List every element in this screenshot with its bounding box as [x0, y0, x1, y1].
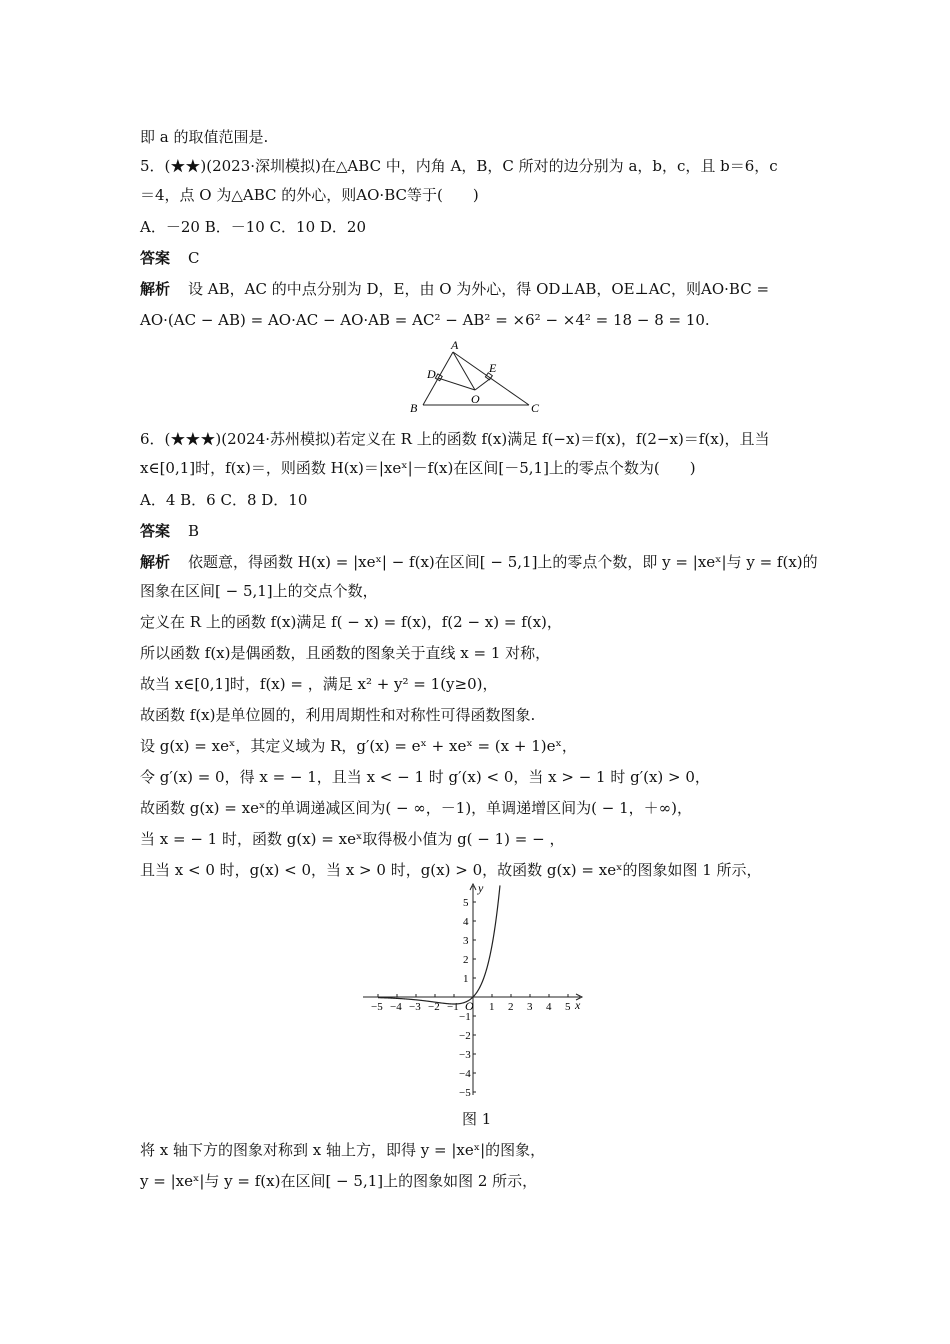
problem-6-line-2: x∈[0,1]时，f(x)＝，则函数 H(x)＝|xeˣ|－f(x)在区间[－5,1]上的零点个数为( ) — [140, 459, 696, 477]
y-tick-label: −1 — [459, 1011, 471, 1023]
y-tick-label: −5 — [459, 1087, 471, 1099]
x-tick-label: −5 — [371, 1001, 383, 1013]
x-tick-label: 2 — [508, 1001, 514, 1013]
origin-label: O — [465, 999, 474, 1013]
problem-6-solution-line-13: y = |xeˣ|与 y = f(x)在区间[ − 5,1]上的图象如图 2 所示， — [140, 1172, 538, 1190]
answer-label: 答案 — [140, 522, 171, 540]
vertex-label-a: A — [451, 338, 459, 352]
x-axis-label: x — [575, 998, 581, 1012]
triangle-figure — [405, 338, 555, 420]
y-tick-label: 4 — [463, 916, 469, 928]
problem-6-solution-line-5: 故当 x∈[0,1]时，f(x) = ，满足 x² + y² = 1(y≥0)， — [140, 675, 498, 693]
point-label-o: O — [471, 392, 480, 406]
problem-6-line-1: 6．(★★★)(2024·苏州模拟)若定义在 R 上的函数 f(x)满足 f(−x)＝f(x)，f(2−x)＝f(x)，且当 — [140, 430, 770, 448]
problem-6-solution-line-2: 图象在区间[ − 5,1]上的交点个数， — [140, 582, 378, 600]
solution-label: 解析 — [140, 280, 171, 298]
x-tick-label: 4 — [546, 1001, 552, 1013]
y-tick-label: 2 — [463, 954, 469, 966]
problem-6-solution-line-3: 定义在 R 上的函数 f(x)满足 f( − x) = f(x)，f(2 − x) = f(x)， — [140, 613, 562, 631]
text-line-0: 即 a 的取值范围是. — [140, 128, 269, 146]
problem-6-solution-line-7: 设 g(x) = xeˣ，其定义域为 R，g′(x) = eˣ + xeˣ = (x + 1)eˣ， — [140, 737, 577, 755]
x-tick-label: 1 — [489, 1001, 495, 1013]
problem-5-solution-line-1: 解析 设 AB，AC 的中点分别为 D，E，由 O 为外心，得 OD⊥AB，OE⊥AC，则AO·BC = — [140, 280, 770, 298]
x-tick-label: −3 — [409, 1001, 421, 1013]
problem-6-solution-line-1: 解析 依题意，得函数 H(x) = |xeˣ| − f(x)在区间[ − 5,1]上的零点个数，即 y = |xeˣ|与 y = f(x)的 — [140, 553, 818, 571]
problem-6-solution-line-11: 且当 x < 0 时，g(x) < 0，当 x > 0 时，g(x) > 0，故函数 g(x) = xeˣ的图象如图 1 所示， — [140, 861, 762, 879]
y-tick-label: 3 — [463, 935, 469, 947]
y-tick-label: −2 — [459, 1030, 471, 1042]
answer-label: 答案 — [140, 249, 171, 267]
x-tick-label: −4 — [390, 1001, 402, 1013]
y-tick-label: −3 — [459, 1049, 471, 1061]
problem-6-solution-line-4: 所以函数 f(x)是偶函数，且函数的图象关于直线 x = 1 对称， — [140, 644, 551, 662]
problem-6-solution-line-9: 故函数 g(x) = xeˣ的单调递减区间为( − ∞，－1)，单调递增区间为( − 1，＋∞)， — [140, 799, 693, 817]
problem-5-answer: 答案 C — [140, 249, 200, 267]
problem-5-options: A．－20 B．－10 C．10 D．20 — [140, 218, 367, 236]
x-tick-label: −2 — [428, 1001, 440, 1013]
problem-5-solution-line-2: AO·(AC − AB) = AO·AC − AO·AB = AC² − AB² = ×6² − ×4² = 18 − 8 = 10. — [140, 311, 710, 329]
problem-5-line-1: 5．(★★)(2023·深圳模拟)在△ABC 中，内角 A，B，C 所对的边分别为 a，b，c，且 b＝6，c — [140, 157, 778, 175]
y-tick-label: 5 — [463, 897, 469, 909]
problem-6-solution-line-12: 将 x 轴下方的图象对称到 x 轴上方，即得 y = |xeˣ|的图象， — [140, 1141, 546, 1159]
y-tick-label: 1 — [463, 973, 469, 985]
vertex-label-c: C — [531, 401, 540, 415]
graph-1 — [355, 880, 595, 1100]
problem-6-solution-line-8: 令 g′(x) = 0，得 x = − 1，且当 x < − 1 时 g′(x) < 0，当 x > − 1 时 g′(x) > 0， — [140, 768, 710, 786]
vertex-label-b: B — [410, 401, 418, 415]
solution-label: 解析 — [140, 553, 171, 571]
x-tick-label: 5 — [565, 1001, 571, 1013]
y-tick-label: −4 — [459, 1068, 471, 1080]
problem-5-line-2: ＝4，点 O 为△ABC 的外心，则AO·BC等于( ) — [140, 186, 479, 204]
problem-6-solution-line-6: 故函数 f(x)是单位圆的，利用周期性和对称性可得函数图象. — [140, 706, 536, 724]
x-tick-label: 3 — [527, 1001, 533, 1013]
point-label-e: E — [489, 361, 497, 375]
point-label-d: D — [427, 367, 436, 381]
figure-1-caption: 图 1 — [462, 1110, 492, 1128]
problem-6-options: A．4 B．6 C．8 D．10 — [140, 491, 308, 509]
curve-xe-x — [378, 885, 500, 1004]
problem-6-solution-line-10: 当 x = − 1 时，函数 g(x) = xeˣ取得极小值为 g( − 1) = − ， — [140, 830, 565, 848]
problem-6-answer: 答案 B — [140, 522, 200, 540]
x-tick-label: −1 — [447, 1001, 459, 1013]
y-axis-label: y — [478, 881, 484, 895]
